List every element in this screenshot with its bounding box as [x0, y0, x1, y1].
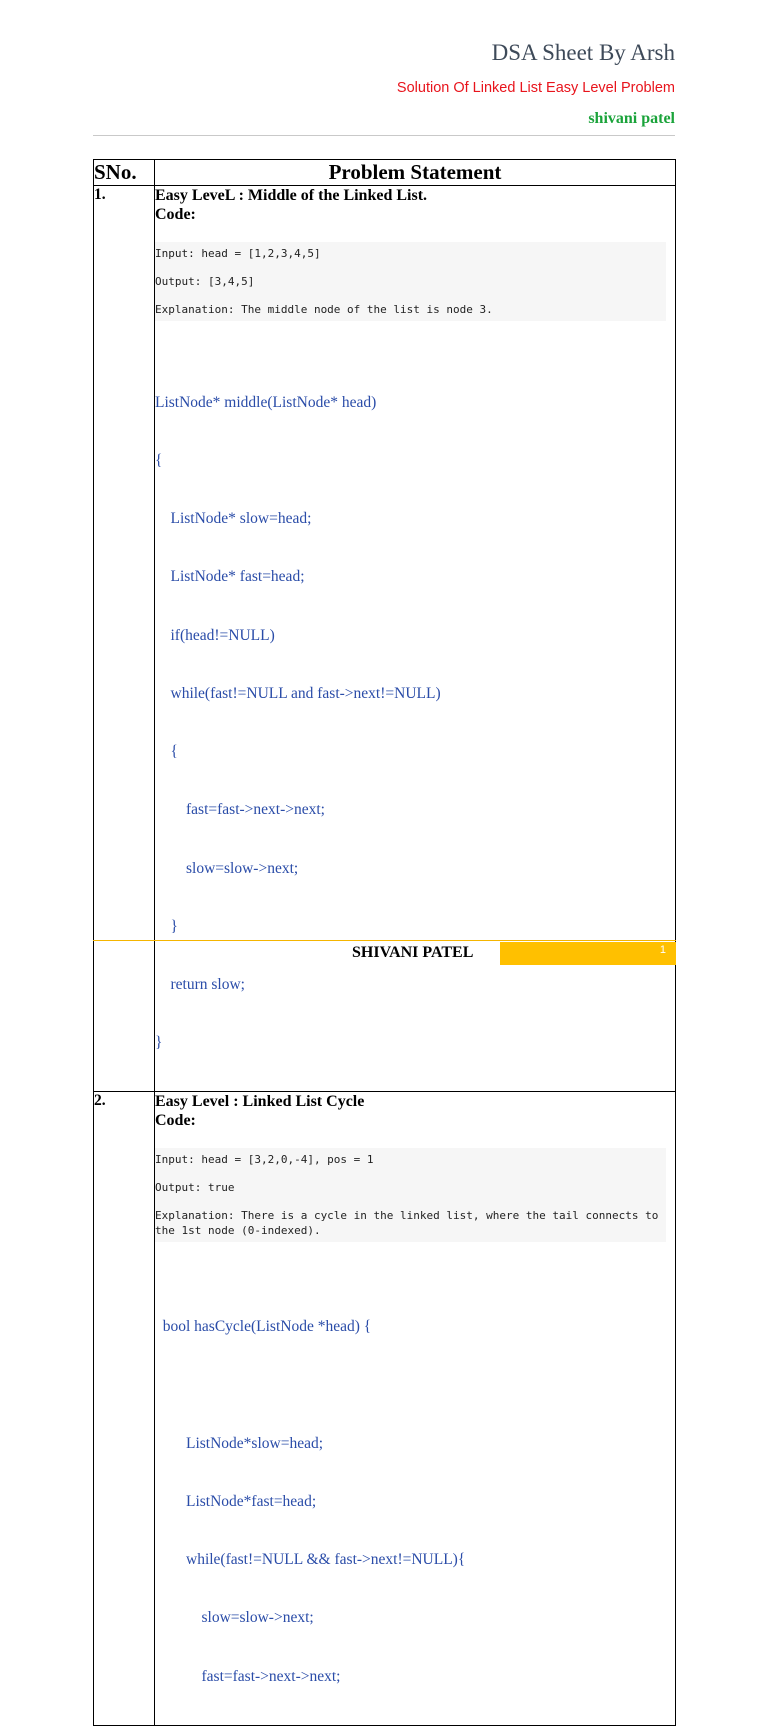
table-row [94, 1092, 676, 1725]
column-header-sno: SNo. [94, 160, 155, 186]
code-line: bool hasCycle(ListNode *head) { [155, 1318, 372, 1336]
row-number: 1. [94, 186, 155, 1092]
page-number-badge [500, 942, 676, 965]
table-header-row [94, 160, 676, 186]
code-label: Code: [155, 1112, 196, 1130]
example-output: Output: [3,4,5] [155, 275, 255, 288]
example-input: Input: head = [1,2,3,4,5] [155, 247, 321, 260]
header-divider [93, 135, 675, 136]
example-explanation: Explanation: The middle node of the list is node 3. [155, 303, 493, 316]
code-line: while(fast!=NULL and fast->next!=NULL) [155, 684, 441, 702]
code-line: slow=slow->next; [155, 1609, 314, 1627]
code-line [155, 1375, 675, 1394]
row-number: 2. [94, 1092, 155, 1725]
example-input: Input: head = [3,2,0,-4], pos = 1 [155, 1153, 374, 1167]
problem-title: Easy Level : Linked List Cycle [155, 1093, 365, 1111]
code-line: { [155, 452, 163, 470]
code-line: ListNode*fast=head; [155, 1492, 317, 1510]
code-line: fast=fast->next->next; [155, 1667, 341, 1685]
example-explanation: Explanation: There is a cycle in the linked list, where the tail connects to the 1st node (0-indexed). [155, 1209, 665, 1238]
example-box [155, 242, 666, 321]
code-block [155, 1278, 675, 1724]
code-line: fast=fast->next->next; [155, 801, 325, 819]
code-line: ListNode* slow=head; [155, 510, 312, 528]
document-title: DSA Sheet By Arsh [491, 40, 675, 65]
code-line: } [155, 1034, 163, 1052]
code-label: Code: [155, 206, 196, 223]
code-line: return slow; [155, 976, 245, 993]
problem-cell [155, 1092, 676, 1725]
author-name: shivani patel [588, 110, 675, 127]
code-block [155, 354, 675, 1091]
page-number: 1 [659, 944, 666, 956]
code-line: ListNode*slow=head; [155, 1434, 324, 1452]
example-box [155, 1148, 666, 1242]
code-line: { [155, 743, 178, 761]
code-line: while(fast!=NULL && fast->next!=NULL){ [155, 1551, 466, 1569]
code-line: slow=slow->next; [155, 859, 299, 877]
code-line: ListNode* fast=head; [155, 568, 305, 586]
footer-author: SHIVANI PATEL [352, 944, 474, 961]
document-subtitle: Solution Of Linked List Easy Level Problem [396, 80, 675, 96]
code-line: } [155, 917, 178, 935]
footer-divider [93, 940, 676, 941]
code-line: ListNode* middle(ListNode* head) [155, 393, 377, 411]
code-line: if(head!=NULL) [155, 626, 275, 644]
problem-title: Easy LeveL : Middle of the Linked List. [155, 187, 428, 204]
example-output: Output: true [155, 1181, 235, 1195]
column-header-problem: Problem Statement [155, 160, 676, 186]
